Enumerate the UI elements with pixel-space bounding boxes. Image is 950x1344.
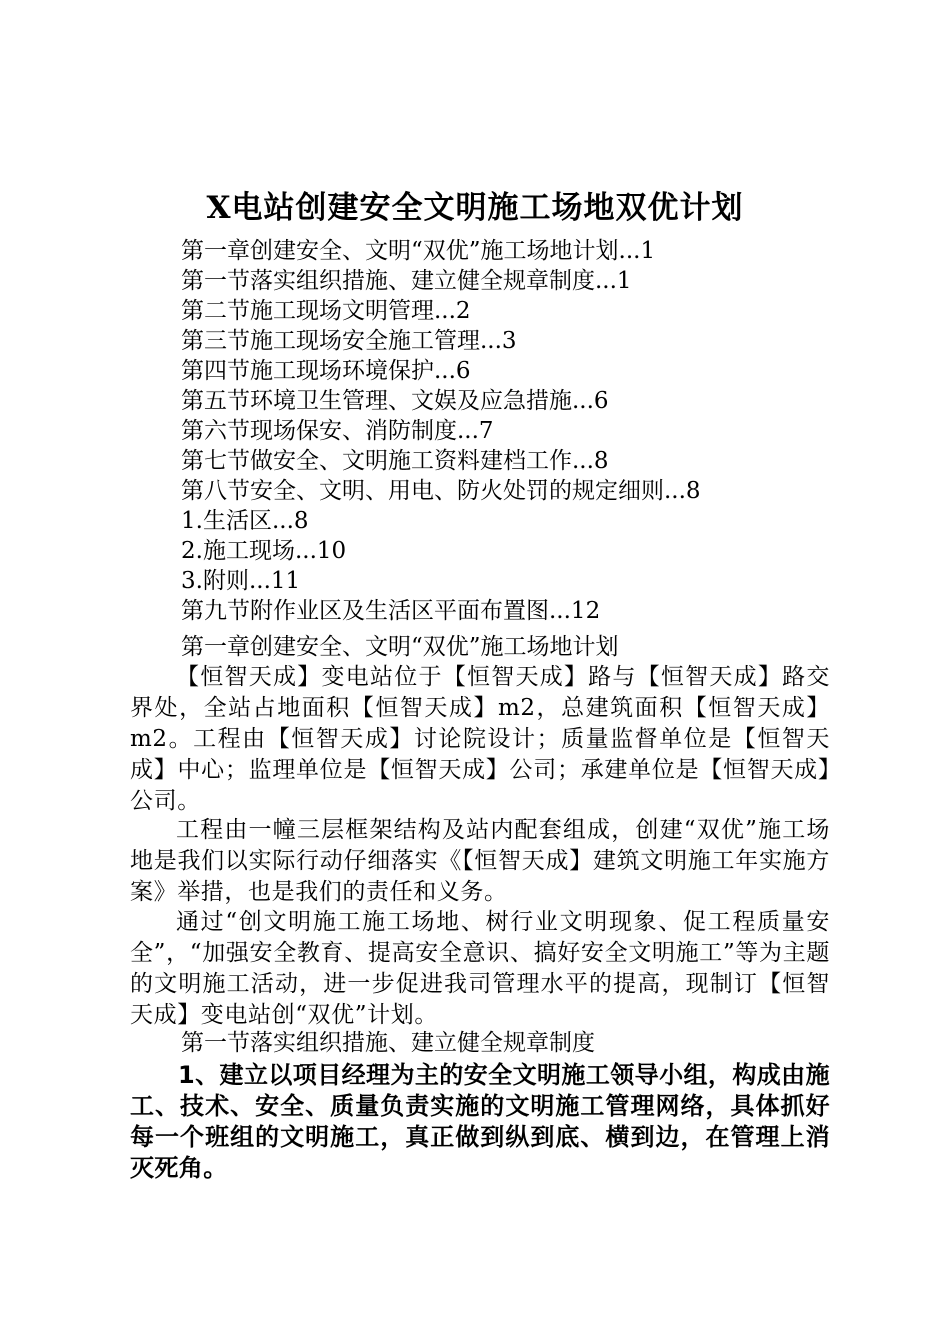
chapter-heading: 第一章创建安全、文明“双优”施工场地计划 — [181, 634, 619, 660]
toc-item: 第五节环境卫生管理、文娱及应急措施...6 — [181, 388, 609, 414]
toc-item: 第八节安全、文明、用电、防火处罚的规定细则...8 — [181, 478, 701, 504]
document-title: X电站创建安全文明施工场地双优计划 — [206, 190, 744, 226]
toc-item: 第三节施工现场安全施工管理...3 — [181, 328, 517, 354]
toc-item: 2.施工现场...10 — [181, 538, 347, 564]
toc-item: 第二节施工现场文明管理...2 — [181, 298, 471, 324]
body-paragraph: 通过“创文明施工施工场地、树行业文明现象、促工程质量安全”，“加强安全教育、提高安全意识、搞好安全文明施工”等为主题的文明施工活动，进一步促进我司管理水平的提高，现制订【恒智天成】变电站创“双优”计划。 — [130, 909, 830, 1028]
toc-item: 第七节做安全、文明施工资料建档工作...8 — [181, 448, 609, 474]
toc-item: 第九节附作业区及生活区平面布置图...12 — [181, 598, 601, 624]
body-paragraph: 工程由一幢三层框架结构及站内配套组成，创建“双优”施工场地是我们以实际行动仔细落实《【恒智天成】建筑文明施工年实施方案》举措，也是我们的责任和义务。 — [130, 817, 830, 905]
table-of-contents — [181, 236, 701, 626]
toc-item: 第一节落实组织措施、建立健全规章制度...1 — [181, 268, 632, 294]
toc-item: 第一章创建安全、文明“双优”施工场地计划...1 — [181, 238, 656, 264]
section-heading: 第一节落实组织措施、建立健全规章制度 — [181, 1030, 595, 1056]
toc-item: 1.生活区...8 — [181, 508, 309, 534]
toc-item: 3.附则...11 — [181, 568, 301, 594]
toc-item: 第六节现场保安、消防制度...7 — [181, 418, 494, 444]
body-paragraph: 【恒智天成】变电站位于【恒智天成】路与【恒智天成】路交界处，全站占地面积【恒智天成】m2，总建筑面积【恒智天成】m2。工程由【恒智天成】讨论院设计；质量监督单位是【恒智天成】中心；监理单位是【恒智天成】公司；承建单位是【恒智天成】公司。 — [130, 664, 830, 814]
toc-item: 第四节施工现场环境保护...6 — [181, 358, 471, 384]
bold-paragraph: 1、建立以项目经理为主的安全文明施工领导小组，构成由施工、技术、安全、质量负责实施的文明施工管理网络，具体抓好每一个班组的文明施工，真正做到纵到底、横到边，在管理上消灭死角。 — [130, 1061, 830, 1182]
